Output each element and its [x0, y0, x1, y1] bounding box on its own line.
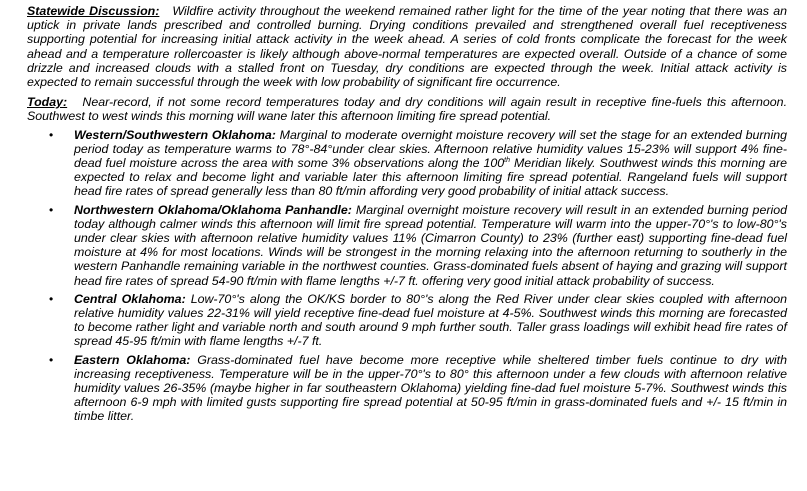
- statewide-discussion-heading: Statewide Discussion:: [27, 4, 160, 18]
- today-paragraph: [27, 95, 787, 123]
- region-text-continued: Meridian likely. Southwest winds this morning are expected to relax and become light and variable later this afternoon limiting fire spread potential. Rangeland fuels will support head fire rates of spread generally less than 80 ft/min affording very good probability of initial attack success.: [74, 156, 787, 199]
- region-paragraph: [74, 292, 787, 349]
- region-text: Marginal overnight moisture recovery will result in an extended burning period today although calmer winds this afternoon will limit fire spread potential. Temperature will warm into the upper-70°'s to low-80°'s under clear skies with afternoon relative humidity values 11% (Cimarron County) to 23% (further east) supporting fine-dead fuel moisture at 4% for most locations. Winds will be strongest in the morning relaxing into the afternoon returning to southerly in the western Panhandle remaining variable in the northwest counties. Grass-dominated fuels absent of haying and grazing will support head fire rates of spread 54-90 ft/min with flame lengths +/-7 ft. offering very good initial attack probability of success.: [74, 202, 787, 288]
- regional-forecast-list: [27, 128, 787, 424]
- bullet-icon: •: [49, 127, 54, 142]
- today-heading: Today:: [27, 95, 68, 110]
- region-text: Marginal to moderate overnight moisture recovery will set the stage for an extended burning period today as temperature warms to 78°-84°under clear skies. Afternoon relative humidity values 15-23% will support 4% fine-dead fuel moisture across the area with some 3% observations along the 100: [74, 127, 787, 171]
- region-paragraph: [74, 353, 787, 424]
- statewide-discussion-text: Wildfire activity throughout the weekend remained rather light for the time of the year noting that there was an uptick in private lands prescribed and controlled burning. Drying conditions prevailed and strengthened overall fuel receptiveness supporting potential for increasing initial attack activity in the week ahead. A series of cold fronts complicate the forecast for the week ahead and a temperature rollercoaster is likely although above-normal temperatures are expected overall. Outside of a chance of some drizzle and increased clouds with a stalled front on Tuesday, dry conditions are expected through the week. Initial attack activity is expected to remain successful through the week with low probability of significant fire occurrence.: [27, 4, 788, 90]
- bullet-icon: •: [49, 352, 54, 367]
- region-item-northwestern-panhandle: [27, 203, 787, 288]
- statewide-discussion-paragraph: [27, 4, 787, 89]
- region-name: Central Oklahoma:: [74, 291, 186, 306]
- region-item-central: [27, 292, 787, 349]
- today-text: Near-record, if not some record temperatures today and dry conditions will again result in receptive fine-fuels this afternoon. Southwest to west winds this morning will wane later this afternoon limiting fire spread potential.: [27, 95, 788, 124]
- region-paragraph: [74, 128, 787, 199]
- region-name: Western/Southwestern Oklahoma:: [74, 127, 276, 142]
- region-item-western-southwestern: [27, 128, 787, 199]
- bullet-icon: •: [49, 202, 54, 217]
- bullet-icon: •: [49, 291, 54, 306]
- ordinal-superscript: th: [504, 156, 510, 164]
- region-item-eastern: [27, 353, 787, 424]
- fire-discussion-document: [27, 4, 787, 424]
- region-text: Grass-dominated fuel have become more receptive while sheltered timber fuels continue to dry with increasing receptiveness. Temperature will be in the upper-70°'s to 80° this afternoon under a few clouds with afternoon relative humidity values 26-35% (maybe higher in far southeastern Oklahoma) yielding fine-dad fuel moisture 5-7%. Southwest winds this afternoon 6-9 mph with limited gusts supporting fire spread potential at 50-95 ft/min in grass-dominated fuels and +/- 15 ft/min in timbe litter.: [74, 352, 787, 424]
- region-name: Eastern Oklahoma:: [74, 352, 191, 367]
- region-paragraph: [74, 203, 787, 288]
- region-text: Low-70°'s along the OK/KS border to 80°'s along the Red River under clear skies coupled with afternoon relative humidity values 22-31% will yield receptive fine-dead fuel moisture at 4-5%. Southwest winds this morning are forecasted to become rather light and variable north and south around 9 mph further south. Taller grass loadings will exhibit head fire rates of spread 45-95 ft/min with flame lengths +/-7 ft.: [74, 291, 788, 349]
- region-name: Northwestern Oklahoma/Oklahoma Panhandle:: [74, 202, 352, 217]
